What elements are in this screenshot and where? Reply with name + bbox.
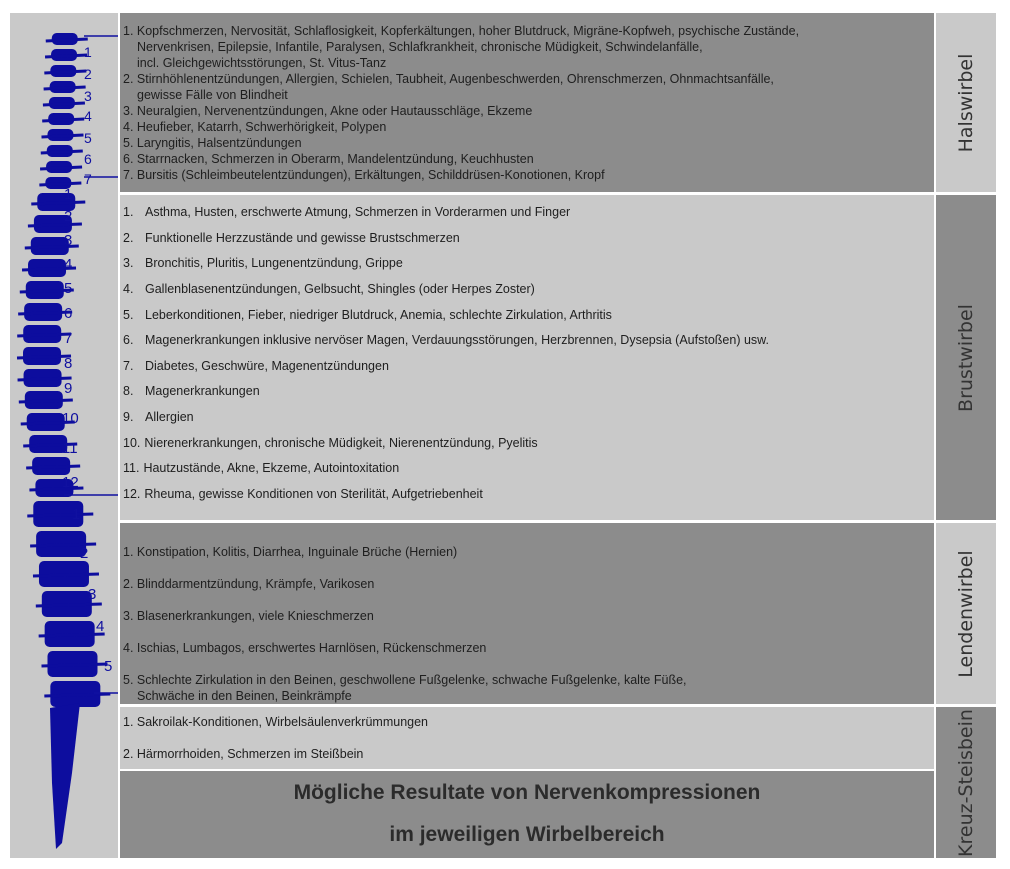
brustwirbel-item-number: 5.: [123, 308, 134, 322]
section-halswirbel: [120, 13, 996, 192]
thoracic-number: 6: [64, 305, 73, 322]
lumbar-number: 1: [72, 506, 81, 523]
thoracic-number: 11: [62, 440, 78, 457]
brustwirbel-item: [123, 231, 460, 245]
vertebra-process: [44, 87, 86, 89]
thoracic-number: 7: [64, 330, 73, 347]
spine-illustration: [10, 13, 118, 858]
brustwirbel-item-number: 6.: [123, 333, 134, 347]
brustwirbel-item: [123, 384, 260, 398]
thoracic-number: 4: [64, 256, 73, 273]
vertebra-process: [44, 694, 110, 696]
brustwirbel-item: [123, 205, 570, 219]
brustwirbel-item: [123, 308, 612, 322]
lendenwirbel-line: Schwäche in den Beinen, Beinkrämpfe: [137, 689, 352, 703]
brustwirbel-item: [123, 461, 399, 475]
lendenwirbel-line: 1. Konstipation, Kolitis, Diarrhea, Inguinale Brüche (Hernien): [123, 545, 458, 559]
halswirbel-line: Nervenkrisen, Epilepsie, Infantile, Paralysen, Schlafkrankheit, chronische Müdigkeit, Schwindelanfälle,: [137, 40, 703, 54]
lumbar-number: 3: [88, 586, 97, 603]
brustwirbel-item-text: Rheuma, gewisse Konditionen von Sterilität, Aufgetriebenheit: [144, 487, 483, 501]
brustwirbel-item-number: 4.: [123, 282, 134, 296]
vertebra-process: [39, 183, 81, 185]
vertebra-process: [41, 664, 107, 666]
section-brustwirbel: [120, 195, 996, 520]
caption-line-2: im jeweiligen Wirbelbereich: [389, 823, 665, 846]
halswirbel-line: 4. Heufieber, Katarrh, Schwerhörigkeit, Polypen: [123, 120, 387, 134]
brustwirbel-item: [123, 410, 194, 424]
brustwirbel-label-text: Brustwirbel: [955, 303, 977, 412]
cervical-number: 4: [84, 108, 92, 124]
brustwirbel-item: [123, 487, 483, 501]
vertebra-process: [41, 151, 83, 153]
brustwirbel-item: [123, 436, 538, 450]
vertebra-process: [28, 224, 82, 226]
vertebra-process: [36, 604, 102, 606]
cervical-number: 1: [84, 44, 92, 60]
cervical-number: 5: [84, 130, 92, 146]
lumbar-number: 4: [96, 618, 105, 635]
halswirbel-label-text: Halswirbel: [955, 53, 977, 152]
brustwirbel-item-text: Diabetes, Geschwüre, Magenentzündungen: [145, 359, 389, 373]
brustwirbel-item-number: 7.: [123, 359, 134, 373]
vertebra-process: [33, 574, 99, 576]
brustwirbel-item-number: 9.: [123, 410, 134, 424]
cervical-number: 3: [84, 88, 92, 104]
brustwirbel-item-number: 1.: [123, 205, 134, 219]
vertebra-process: [44, 71, 86, 73]
halswirbel-line: 7. Bursitis (Schleimbeutelentzündungen), Erkältungen, Schilddrüsen-Konotionen, Kropf: [123, 168, 605, 182]
cervical-number: 6: [84, 151, 92, 167]
vertebra-process: [26, 466, 80, 468]
kreuz-steisbein-line: 2. Härmorrhoiden, Schmerzen im Steißbein: [123, 747, 364, 761]
kreuz-steisbein-line: 1. Sakroilak-Konditionen, Wirbelsäulenverkrümmungen: [123, 715, 429, 729]
brustwirbel-item-number: 10.: [123, 436, 141, 450]
vertebra-process: [17, 356, 71, 358]
vertebra-process: [19, 400, 73, 402]
brustwirbel-item-number: 12.: [123, 487, 141, 501]
kreuz-steisbein-content: [120, 707, 934, 769]
halswirbel-line: 5. Laryngitis, Halsentzündungen: [123, 136, 302, 150]
thoracic-number: 8: [64, 355, 73, 372]
vertebra-process: [39, 634, 105, 636]
halswirbel-line: gewisse Fälle von Blindheit: [137, 88, 288, 102]
brustwirbel-item-number: 8.: [123, 384, 134, 398]
lendenwirbel-line: 2. Blinddarmentzündung, Krämpfe, Varikosen: [123, 577, 375, 591]
thoracic-number: 12: [62, 474, 79, 491]
lendenwirbel-line: 4. Ischias, Lumbagos, erschwertes Harnlösen, Rückenschmerzen: [123, 641, 487, 655]
cervical-number: 2: [84, 66, 92, 82]
brustwirbel-item: [123, 333, 769, 347]
brustwirbel-item-text: Nierenerkrankungen, chronische Müdigkeit, Nierenentzündung, Pyelitis: [144, 436, 538, 450]
brustwirbel-label: [936, 195, 996, 520]
lendenwirbel-label-text: Lendenwirbel: [955, 549, 977, 678]
thoracic-number: 2: [64, 208, 73, 225]
brustwirbel-item: [123, 282, 535, 296]
brustwirbel-item-text: Bronchitis, Pluritis, Lungenentzündung, Grippe: [145, 256, 403, 270]
brustwirbel-item-text: Magenerkrankungen: [145, 384, 260, 398]
brustwirbel-item-number: 3.: [123, 256, 134, 270]
vertebra-process: [31, 202, 85, 204]
table-caption: [120, 771, 934, 858]
vertebra-process: [45, 55, 87, 57]
brustwirbel-item-text: Magenerkrankungen inklusive nervöser Magen, Verdauungsstörungen, Herzbrennen, Dysepsia (Aufstoßen) usw.: [145, 333, 769, 347]
vertebra-process: [46, 39, 88, 41]
sacrum-shape: [50, 703, 80, 849]
vertebra-process: [40, 167, 82, 169]
halswirbel-line: incl. Gleichgewichtsstörungen, St. Vitus-Tanz: [137, 56, 387, 70]
kreuz-steisbein-label: [936, 707, 996, 858]
lendenwirbel-line: 5. Schlechte Zirkulation in den Beinen, geschwollene Fußgelenke, schwache Fußgelenke, kalte Füße,: [123, 673, 687, 687]
lumbar-number: 5: [104, 658, 113, 675]
thoracic-number: 3: [64, 232, 73, 249]
halswirbel-content: [120, 13, 934, 192]
spine-graphic: [10, 13, 118, 858]
brustwirbel-item-text: Funktionelle Herzzustände und gewisse Brustschmerzen: [145, 231, 460, 245]
brustwirbel-item-number: 2.: [123, 231, 134, 245]
vertebra-process: [41, 135, 83, 137]
lendenwirbel-line: 3. Blasenerkrankungen, viele Knieschmerzen: [123, 609, 374, 623]
thoracic-number: 10: [62, 410, 79, 427]
lendenwirbel-label: [936, 523, 996, 704]
halswirbel-line: 3. Neuralgien, Nervenentzündungen, Akne oder Hautausschläge, Ekzeme: [123, 104, 533, 118]
cervical-number: 7: [84, 171, 92, 187]
halswirbel-line: 6. Starrnacken, Schmerzen in Oberarm, Mandelentzündung, Keuchhusten: [123, 152, 534, 166]
brustwirbel-item-text: Allergien: [145, 410, 194, 424]
kreuz-steisbein-label-text: Kreuz-Steisbein: [955, 708, 977, 857]
thoracic-number: 1: [64, 186, 73, 203]
caption-line-1: Mögliche Resultate von Nervenkompressionen: [293, 781, 761, 804]
brustwirbel-item: [123, 359, 389, 373]
brustwirbel-content: [120, 195, 934, 520]
vertebra-process: [42, 119, 84, 121]
halswirbel-line: 2. Stirnhöhlenentzündungen, Allergien, Schielen, Taubheit, Augenbeschwerden, Ohrenschmerzen, Ohnmachtsanfälle,: [123, 72, 774, 86]
halswirbel-line: 1. Kopfschmerzen, Nervosität, Schlaflosigkeit, Kopferkältungen, hoher Blutdruck, Migräne-Kopfweh, psychische Zustände,: [123, 24, 800, 38]
brustwirbel-item-text: Leberkonditionen, Fieber, niedriger Blutdruck, Anemia, schlechte Zirkulation, Arthritis: [145, 308, 612, 322]
brustwirbel-item-number: 11.: [123, 461, 140, 475]
brustwirbel-item: [123, 256, 403, 270]
brustwirbel-item-text: Asthma, Husten, erschwerte Atmung, Schmerzen in Vorderarmen und Finger: [145, 205, 571, 219]
lendenwirbel-content: [120, 523, 934, 704]
lumbar-number: 2: [80, 545, 89, 562]
section-lendenwirbel: [120, 523, 996, 704]
vertebra-process: [27, 514, 93, 516]
thoracic-number: 5: [64, 280, 73, 297]
brustwirbel-item-text: Gallenblasenentzündungen, Gelbsucht, Shingles (oder Herpes Zoster): [145, 282, 535, 296]
thoracic-number: 9: [64, 380, 73, 397]
halswirbel-label: [936, 13, 996, 192]
vertebra-process: [43, 103, 85, 105]
brustwirbel-item-text: Hautzustände, Akne, Ekzeme, Autointoxitation: [143, 461, 400, 475]
